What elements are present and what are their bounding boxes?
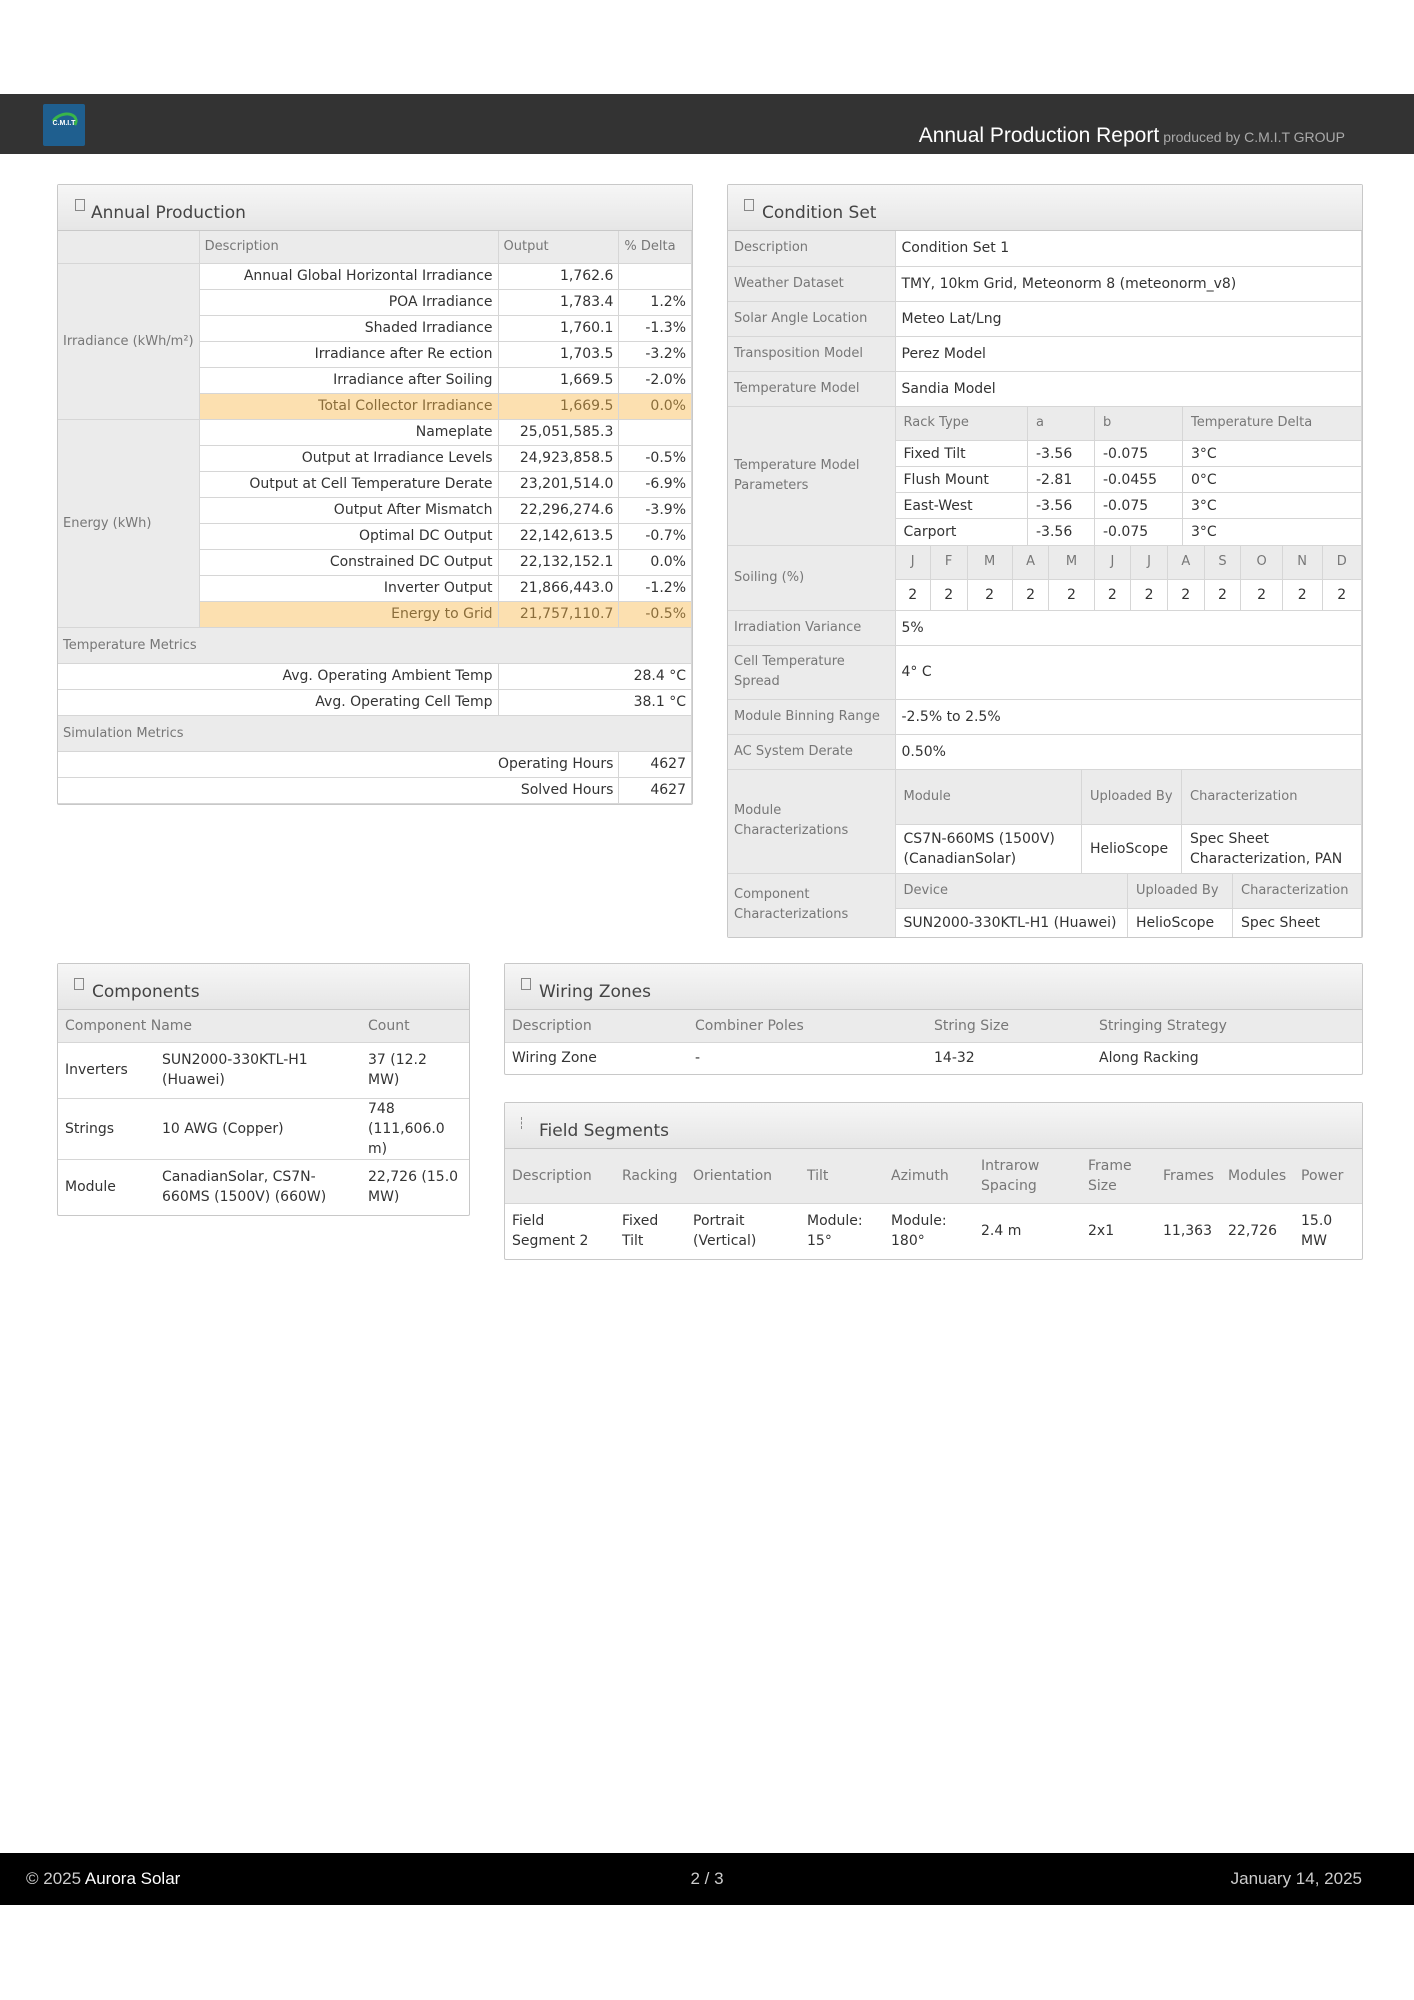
row-description: Operating Hours bbox=[58, 751, 619, 777]
row-description: Output at Irradiance Levels bbox=[199, 445, 498, 471]
table-cell: HelioScope bbox=[1082, 825, 1182, 873]
table-cell: Wiring Zone bbox=[512, 1050, 597, 1067]
condition-set-title: Condition Set bbox=[762, 203, 877, 223]
table-header-row bbox=[505, 1149, 1362, 1203]
solar-angle-value: Meteo Lat/Lng bbox=[895, 301, 1362, 336]
table-cell: 11,363 bbox=[1163, 1223, 1212, 1240]
module-binning-label: Module Binning Range bbox=[728, 699, 895, 734]
header-cell: Uploaded By bbox=[1082, 770, 1182, 825]
transposition-value: Perez Model bbox=[895, 336, 1362, 371]
row-value: 38.1 °C bbox=[498, 689, 692, 715]
row-description: Solved Hours bbox=[58, 777, 619, 803]
component-characterizations-cell bbox=[895, 873, 1362, 937]
ac-derate-label: AC System Derate bbox=[728, 734, 895, 769]
report-date: January 14, 2025 bbox=[1230, 1869, 1362, 1888]
annual-production-title: Annual Production bbox=[91, 203, 246, 223]
row-description: Output After Mismatch bbox=[199, 497, 498, 523]
component-type: Module bbox=[65, 1179, 116, 1196]
component-name: 10 AWG (Copper) bbox=[155, 1098, 361, 1159]
component-characterizations-table bbox=[896, 874, 1362, 937]
component-count: 748 (111,606.0 m) bbox=[361, 1098, 469, 1159]
table-cell: East-West bbox=[896, 493, 1028, 519]
temperature-metrics-label: Temperature Metrics bbox=[58, 627, 692, 663]
table-row bbox=[58, 751, 692, 777]
header-component-name: Component Name bbox=[58, 1010, 361, 1042]
soiling-value: 2 bbox=[1131, 580, 1168, 610]
table-cell: 15.0 MW bbox=[1301, 1213, 1333, 1250]
header-cell: Module bbox=[896, 770, 1082, 825]
header-cell: Uploaded By bbox=[1128, 874, 1233, 909]
table-cell: 3°C bbox=[1183, 441, 1362, 467]
row-description: Avg. Operating Ambient Temp bbox=[58, 663, 498, 689]
table-row bbox=[505, 1042, 1362, 1074]
table-cell: -0.075 bbox=[1095, 493, 1183, 519]
soiling-value-row bbox=[896, 580, 1362, 610]
page-footer bbox=[0, 1853, 1414, 1905]
table-row bbox=[728, 769, 1362, 873]
row-output: 23,201,514.0 bbox=[498, 471, 619, 497]
component-count: 37 (12.2 MW) bbox=[361, 1042, 469, 1098]
table-cell: Fixed Tilt bbox=[896, 441, 1028, 467]
row-delta: 1.2% bbox=[619, 289, 692, 315]
table-row bbox=[728, 545, 1362, 610]
temperature-model-value: Sandia Model bbox=[895, 371, 1362, 406]
row-output: 22,132,152.1 bbox=[498, 549, 619, 575]
table-cell: Portrait (Vertical) bbox=[693, 1213, 757, 1250]
header-cell: Azimuth bbox=[884, 1149, 974, 1203]
row-delta: -2.0% bbox=[619, 367, 692, 393]
soiling-value: 2 bbox=[930, 580, 967, 610]
table-row bbox=[728, 645, 1362, 699]
header-cell: Racking bbox=[615, 1149, 686, 1203]
header-cell: b bbox=[1095, 407, 1183, 441]
table-row bbox=[728, 873, 1362, 937]
row-output: 21,757,110.7 bbox=[498, 601, 619, 627]
table-cell: 2.4 m bbox=[981, 1223, 1022, 1240]
component-name: CanadianSolar, CS7N-660MS (1500V) (660W) bbox=[162, 1169, 327, 1206]
table-cell: Along Racking bbox=[1099, 1050, 1199, 1067]
irradiance-group-label: Irradiance (kWh/m²) bbox=[58, 263, 199, 419]
table-row bbox=[58, 777, 692, 803]
module-characterizations-label: Module Characterizations bbox=[728, 769, 895, 873]
table-cell: - bbox=[695, 1050, 701, 1067]
module-binning-value: -2.5% to 2.5% bbox=[895, 699, 1362, 734]
table-row bbox=[728, 266, 1362, 301]
month-label: J bbox=[896, 546, 931, 580]
table-row bbox=[728, 610, 1362, 645]
month-label: S bbox=[1204, 546, 1241, 580]
components-table bbox=[58, 1010, 469, 1215]
row-description: Nameplate bbox=[199, 419, 498, 445]
table-row bbox=[896, 519, 1362, 545]
row-description: Constrained DC Output bbox=[199, 549, 498, 575]
condition-set-panel bbox=[727, 184, 1363, 938]
annual-production-header bbox=[58, 185, 692, 231]
company-logo bbox=[43, 104, 85, 146]
table-header-row bbox=[58, 231, 692, 263]
temperature-params-cell bbox=[895, 406, 1362, 545]
month-label: D bbox=[1322, 546, 1361, 580]
table-row bbox=[58, 1042, 469, 1098]
components-header bbox=[58, 964, 469, 1010]
solar-angle-label: Solar Angle Location bbox=[728, 301, 895, 336]
table-row bbox=[728, 406, 1362, 545]
header-cell: Description bbox=[505, 1010, 688, 1042]
table-cell: -0.0455 bbox=[1095, 467, 1183, 493]
module-characterizations-cell bbox=[895, 769, 1362, 873]
header-cell: Combiner Poles bbox=[688, 1010, 927, 1042]
component-type: Inverters bbox=[58, 1042, 155, 1098]
row-description: Avg. Operating Cell Temp bbox=[58, 689, 498, 715]
row-delta: -1.2% bbox=[619, 575, 692, 601]
header-cell: Characterization bbox=[1233, 874, 1362, 909]
table-cell: Spec Sheet bbox=[1241, 914, 1321, 931]
table-row bbox=[58, 1098, 469, 1159]
soiling-value: 2 bbox=[967, 580, 1012, 610]
row-value: 28.4 °C bbox=[498, 663, 692, 689]
row-output: 1,669.5 bbox=[498, 393, 619, 419]
table-row bbox=[896, 441, 1362, 467]
row-delta: -3.9% bbox=[619, 497, 692, 523]
soiling-value: 2 bbox=[1094, 580, 1131, 610]
table-header-row bbox=[58, 1010, 469, 1042]
row-output: 25,051,585.3 bbox=[498, 419, 619, 445]
copyright-text: © 2025 bbox=[26, 1869, 82, 1888]
row-delta: -0.5% bbox=[619, 601, 692, 627]
condition-set-table bbox=[728, 231, 1362, 937]
table-row bbox=[728, 734, 1362, 769]
header-cell: Stringing Strategy bbox=[1092, 1010, 1362, 1042]
table-row bbox=[58, 263, 692, 289]
row-delta bbox=[619, 263, 692, 289]
component-characterizations-label: Component Characterizations bbox=[728, 873, 895, 937]
soiling-value: 2 bbox=[1241, 580, 1283, 610]
header-cell: Intrarow Spacing bbox=[974, 1149, 1081, 1203]
row-description: Energy to Grid bbox=[199, 601, 498, 627]
table-cell: SUN2000-330KTL-H1 (Huawei) bbox=[896, 909, 1128, 937]
condition-set-header bbox=[728, 185, 1362, 231]
month-label: J bbox=[1094, 546, 1131, 580]
month-label: F bbox=[930, 546, 967, 580]
soiling-value: 2 bbox=[1337, 586, 1347, 603]
table-cell: -2.81 bbox=[1028, 467, 1095, 493]
document-icon bbox=[75, 199, 85, 211]
report-title-main: Annual Production Report bbox=[918, 124, 1160, 147]
table-cell: 0°C bbox=[1183, 467, 1362, 493]
field-segments-panel bbox=[504, 1102, 1363, 1260]
month-label: N bbox=[1282, 546, 1322, 580]
section-header-row bbox=[58, 715, 692, 751]
header-cell: String Size bbox=[927, 1010, 1092, 1042]
transposition-label: Transposition Model bbox=[728, 336, 895, 371]
soiling-value: 2 bbox=[896, 580, 931, 610]
header-cell: a bbox=[1028, 407, 1095, 441]
month-label: M bbox=[967, 546, 1012, 580]
table-cell: Fixed Tilt bbox=[622, 1213, 659, 1250]
header-cell bbox=[58, 231, 199, 263]
row-value: 4627 bbox=[619, 777, 692, 803]
header-cell: Rack Type bbox=[896, 407, 1028, 441]
table-cell: 3°C bbox=[1191, 523, 1217, 540]
components-panel bbox=[57, 963, 470, 1216]
soiling-month-row bbox=[896, 546, 1362, 580]
table-row bbox=[505, 1203, 1362, 1259]
description-value: Condition Set 1 bbox=[895, 231, 1362, 266]
company-name: Aurora Solar bbox=[84, 1869, 181, 1888]
cell-temperature-spread-label: Cell Temperature Spread bbox=[728, 645, 895, 699]
table-row bbox=[728, 301, 1362, 336]
row-delta: -0.5% bbox=[619, 445, 692, 471]
wiring-zones-title: Wiring Zones bbox=[539, 982, 651, 1002]
soiling-value: 2 bbox=[1204, 580, 1241, 610]
document-icon bbox=[521, 978, 531, 990]
table-cell: Module: 15° bbox=[807, 1213, 863, 1250]
irradiation-variance-label: Irradiation Variance bbox=[728, 610, 895, 645]
header-cell: Orientation bbox=[686, 1149, 800, 1203]
simulation-metrics-label: Simulation Metrics bbox=[58, 715, 692, 751]
table-cell: -3.56 bbox=[1028, 441, 1095, 467]
row-output: 21,866,443.0 bbox=[498, 575, 619, 601]
header-cell: Characterization bbox=[1182, 770, 1362, 825]
row-output: 1,762.6 bbox=[498, 263, 619, 289]
month-label: M bbox=[1049, 546, 1094, 580]
row-description: Irradiance after Re ection bbox=[199, 341, 498, 367]
table-row bbox=[896, 493, 1362, 519]
row-description: Inverter Output bbox=[199, 575, 498, 601]
energy-group-label: Energy (kWh) bbox=[58, 419, 199, 627]
soiling-cell bbox=[895, 545, 1362, 610]
row-output: 22,142,613.5 bbox=[498, 523, 619, 549]
table-header-row bbox=[505, 1010, 1362, 1042]
table-row bbox=[728, 371, 1362, 406]
table-row bbox=[728, 231, 1362, 266]
table-row bbox=[896, 467, 1362, 493]
row-delta: -6.9% bbox=[619, 471, 692, 497]
table-cell: HelioScope bbox=[1128, 909, 1233, 937]
row-output: 1,783.4 bbox=[498, 289, 619, 315]
month-label: A bbox=[1167, 546, 1204, 580]
module-characterizations-table bbox=[896, 770, 1362, 873]
soiling-value: 2 bbox=[1282, 580, 1322, 610]
month-label: A bbox=[1012, 546, 1049, 580]
row-delta: 0.0% bbox=[619, 393, 692, 419]
table-row bbox=[58, 419, 692, 445]
row-description: Irradiance after Soiling bbox=[199, 367, 498, 393]
component-name: SUN2000-330KTL-H1 (Huawei) bbox=[155, 1042, 361, 1098]
description-label: Description bbox=[728, 231, 895, 266]
logo-text: C.M.I.T bbox=[52, 120, 76, 127]
row-delta: -1.3% bbox=[619, 315, 692, 341]
ac-derate-value: 0.50% bbox=[895, 734, 1362, 769]
month-label: O bbox=[1241, 546, 1283, 580]
wiring-zones-header bbox=[505, 964, 1362, 1010]
soiling-value: 2 bbox=[1049, 580, 1094, 610]
row-delta: 0.0% bbox=[619, 549, 692, 575]
header-cell: Frame Size bbox=[1081, 1149, 1156, 1203]
row-description: Annual Global Horizontal Irradiance bbox=[199, 263, 498, 289]
row-description: POA Irradiance bbox=[199, 289, 498, 315]
header-cell: Temperature Delta bbox=[1183, 407, 1362, 441]
document-icon bbox=[74, 978, 84, 990]
field-segments-header bbox=[505, 1103, 1362, 1149]
header-cell: Power bbox=[1294, 1149, 1362, 1203]
cell-temperature-spread-value: 4° C bbox=[895, 645, 1362, 699]
field-segments-title: Field Segments bbox=[539, 1121, 669, 1141]
table-cell: -3.56 bbox=[1028, 519, 1095, 545]
table-row bbox=[58, 689, 692, 715]
header-description: Description bbox=[199, 231, 498, 263]
header-cell: Frames bbox=[1156, 1149, 1221, 1203]
table-row bbox=[58, 1159, 469, 1215]
table-row bbox=[896, 909, 1362, 937]
table-row bbox=[58, 663, 692, 689]
table-row bbox=[896, 825, 1362, 873]
table-header-row bbox=[896, 770, 1362, 825]
month-label: J bbox=[1131, 546, 1168, 580]
document-icon bbox=[744, 199, 754, 211]
table-cell: -0.075 bbox=[1095, 519, 1183, 545]
header-count: Count bbox=[361, 1010, 469, 1042]
temperature-params-table bbox=[896, 407, 1362, 545]
temperature-model-label: Temperature Model bbox=[728, 371, 895, 406]
table-cell: Carport bbox=[896, 519, 1028, 545]
component-type: Strings bbox=[58, 1098, 155, 1159]
weather-label: Weather Dataset bbox=[728, 266, 895, 301]
components-title: Components bbox=[92, 982, 200, 1002]
table-cell: Module: 180° bbox=[891, 1213, 947, 1250]
row-delta: -0.7% bbox=[619, 523, 692, 549]
table-cell: 22,726 bbox=[1228, 1223, 1277, 1240]
row-delta: -3.2% bbox=[619, 341, 692, 367]
table-cell: CS7N-660MS (1500V) (CanadianSolar) bbox=[896, 825, 1082, 873]
table-cell: 3°C bbox=[1183, 493, 1362, 519]
table-cell: Field Segment 2 bbox=[512, 1213, 589, 1250]
table-cell: 14-32 bbox=[934, 1050, 975, 1067]
row-output: 1,703.5 bbox=[498, 341, 619, 367]
soiling-value: 2 bbox=[1167, 580, 1204, 610]
section-header-row bbox=[58, 627, 692, 663]
table-row bbox=[728, 699, 1362, 734]
soiling-value: 2 bbox=[1012, 580, 1049, 610]
temperature-params-label: Temperature Model Parameters bbox=[728, 406, 895, 545]
header-delta: % Delta bbox=[619, 231, 692, 263]
header-cell: Modules bbox=[1221, 1149, 1294, 1203]
row-description: Total Collector Irradiance bbox=[199, 393, 498, 419]
header-cell: Description bbox=[505, 1149, 615, 1203]
row-output: 24,923,858.5 bbox=[498, 445, 619, 471]
weather-value: TMY, 10km Grid, Meteonorm 8 (meteonorm_v8) bbox=[895, 266, 1362, 301]
table-cell: 2x1 bbox=[1088, 1223, 1115, 1240]
row-output: 1,669.5 bbox=[498, 367, 619, 393]
wiring-zones-panel bbox=[504, 963, 1363, 1075]
header-cell: Device bbox=[896, 874, 1128, 909]
report-title bbox=[919, 124, 1345, 148]
table-header-row bbox=[896, 407, 1362, 441]
page-number: 2 / 3 bbox=[690, 1869, 724, 1888]
row-description: Optimal DC Output bbox=[199, 523, 498, 549]
row-delta bbox=[619, 419, 692, 445]
table-row bbox=[728, 336, 1362, 371]
table-cell: -0.075 bbox=[1095, 441, 1183, 467]
table-header-row bbox=[896, 874, 1362, 909]
row-description: Shaded Irradiance bbox=[199, 315, 498, 341]
row-output: 22,296,274.6 bbox=[498, 497, 619, 523]
header-output: Output bbox=[498, 231, 619, 263]
header-cell: Tilt bbox=[800, 1149, 884, 1203]
soiling-table bbox=[896, 546, 1362, 610]
document-icon bbox=[521, 1117, 523, 1129]
row-value: 4627 bbox=[619, 751, 692, 777]
wiring-zones-table bbox=[505, 1010, 1362, 1074]
component-count: 22,726 (15.0 MW) bbox=[368, 1169, 459, 1206]
table-cell: Spec Sheet Characterization, PAN bbox=[1190, 830, 1343, 867]
report-title-sub: produced by C.M.I.T GROUP bbox=[1163, 129, 1345, 145]
annual-production-table bbox=[58, 231, 692, 804]
soiling-label: Soiling (%) bbox=[728, 545, 895, 610]
row-description: Output at Cell Temperature Derate bbox=[199, 471, 498, 497]
annual-production-panel bbox=[57, 184, 693, 805]
table-cell: -3.56 bbox=[1028, 493, 1095, 519]
irradiation-variance-value: 5% bbox=[895, 610, 1362, 645]
table-cell: Flush Mount bbox=[896, 467, 1028, 493]
row-output: 1,760.1 bbox=[498, 315, 619, 341]
field-segments-table bbox=[505, 1149, 1362, 1259]
